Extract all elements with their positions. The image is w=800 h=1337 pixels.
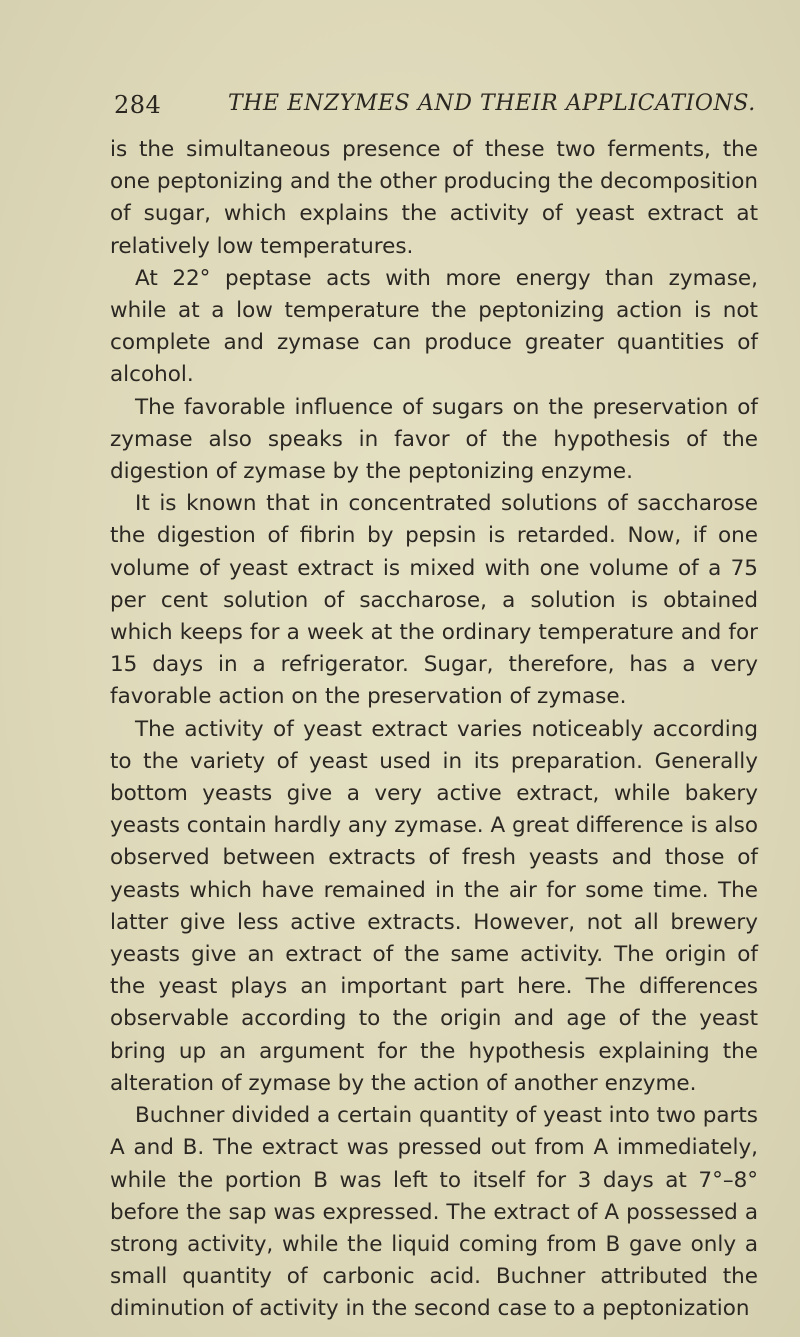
paragraph-saccharose-solution: It is known that in concentrated solutions of saccharose the digestion of fibrin by pepsin is retarded. Now, if one volume of yeast extract is mixed with one volume of a 75 per cent solution of saccharose, a solution is obtained which keeps for a week at the ordinary temperature and for 15 days in a refrigerator. Sugar, therefore, has a very favorable action on the preservation of zymase.	[110, 491, 758, 710]
running-head	[114, 91, 774, 121]
paragraph-peptase-temperature: At 22° peptase acts with more energy than zymase, while at a low temperature the peptonizing action is not complete and zymase can produce greater quantities of alcohol.	[110, 265, 758, 388]
body-text	[110, 134, 758, 1326]
running-title: THE ENZYMES AND THEIR APPLICATIONS.	[228, 91, 756, 116]
paragraph-sugar-influence: The favorable influence of sugars on the preservation of zymase also speaks in favor of the hypothesis of the digestion of zymase by the peptonizing enzyme.	[110, 394, 758, 485]
paragraph-buchner-experiment: Buchner divided a certain quantity of yeast into two parts A and B. The extract was pressed out from A immediately, while the portion B was left to itself for 3 days at 7°–8° before the sap was expressed. The extract of A possessed a strong activity, while the liquid coming from B gave only a small quantity of carbonic acid. Buchner attributed the diminution of activity in the second case to a peptonization	[110, 1103, 758, 1322]
paragraph-yeast-variety: The activity of yeast extract varies noticeably according to the variety of yeast used in its preparation. Generally bottom yeasts give a very active extract, while bakery yeasts contain hardly any zymase. A great difference is also observed between extracts of fresh yeasts and those of yeasts which have remained in the air for some time. The latter give less active extracts. However, not all brewery yeasts give an extract of the same activity. The origin of the yeast plays an important part here. The differences observable according to the origin and age of the yeast bring up an argument for the hypothesis explaining the alteration of zymase by the action of another enzyme.	[110, 716, 758, 1096]
page-number: 284	[114, 91, 162, 119]
paragraph-continuation: is the simultaneous presence of these two ferments, the one peptonizing and the other producing the decomposition of sugar, which explains the activity of yeast extract at relatively low temperatures.	[110, 137, 758, 259]
